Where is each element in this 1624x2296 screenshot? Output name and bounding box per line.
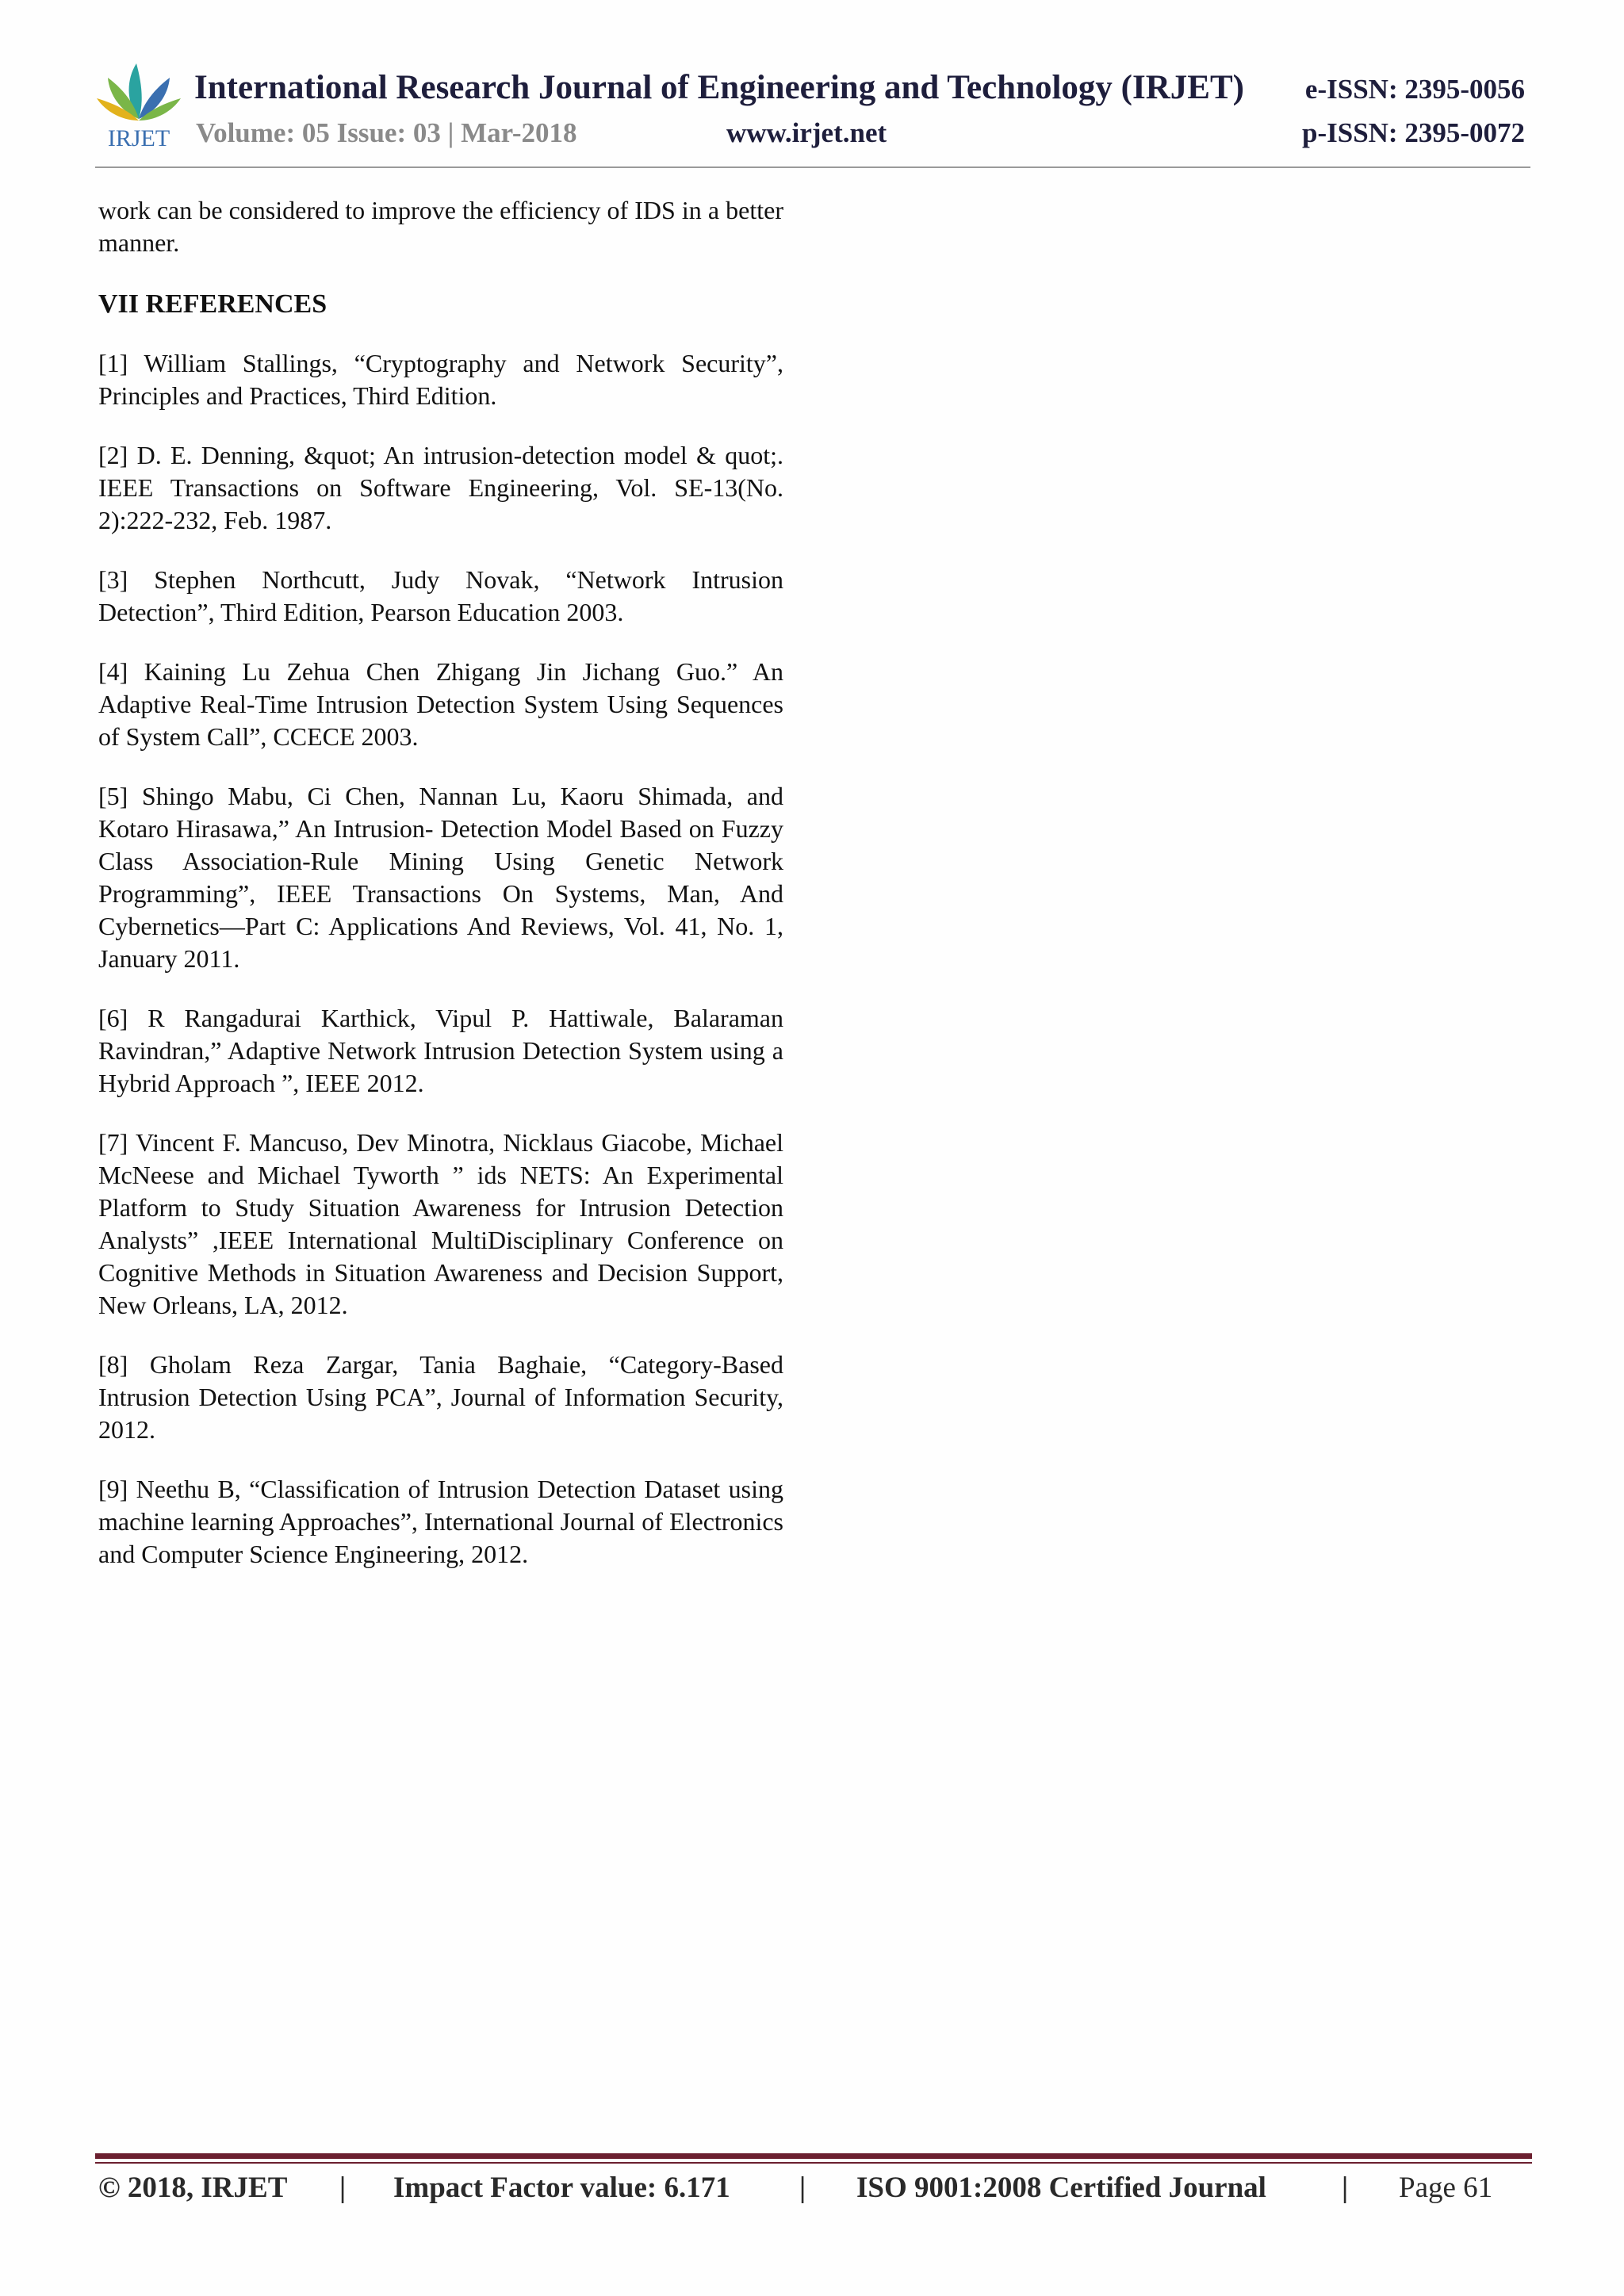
reference-item: [4] Kaining Lu Zehua Chen Zhigang Jin Jichang Guo.” An Adaptive Real-Time Intrusion Detection System Using Sequences of System Call”, CCECE 2003. <box>98 657 783 751</box>
page-number: Page 61 <box>1399 2172 1493 2204</box>
reference-item: [1] William Stallings, “Cryptography and Network Security”, Principles and Practices, Third Edition. <box>98 349 783 410</box>
reference-item: [8] Gholam Reza Zargar, Tania Baghaie, “Category-Based Intrusion Detection Using PCA”, Journal of Information Security, 2012. <box>98 1350 783 1444</box>
main-column <box>98 194 783 1598</box>
journal-title: International Research Journal of Engineering and Technology (IRJET) <box>194 69 1244 106</box>
header-divider <box>95 166 1530 168</box>
e-issn: e-ISSN: 2395-0056 <box>1304 74 1525 105</box>
footer-divider <box>95 2153 1532 2159</box>
footer-separator: | <box>1342 2172 1349 2204</box>
reference-item: [6] R Rangadurai Karthick, Vipul P. Hattiwale, Balaraman Ravindran,” Adaptive Network Intrusion Detection System using a Hybrid Approach ”, IEEE 2012. <box>98 1004 783 1097</box>
page-header <box>0 0 1624 170</box>
footer-copyright: © 2018, IRJET <box>98 2172 288 2204</box>
footer-separator: | <box>799 2172 806 2204</box>
journal-website: www.irjet.net <box>726 117 887 148</box>
section-heading: VII REFERENCES <box>98 289 327 319</box>
page-footer <box>98 2171 1534 2210</box>
footer-separator: | <box>339 2172 347 2204</box>
reference-item: [3] Stephen Northcutt, Judy Novak, “Network Intrusion Detection”, Third Edition, Pearson Education 2003. <box>98 565 783 626</box>
logo-wordmark: IRJET <box>107 125 170 151</box>
reference-item: [9] Neethu B, “Classification of Intrusion Detection Dataset using machine learning Approaches”, International Journal of Electronics and Computer Science Engineering, 2012. <box>98 1475 783 1568</box>
reference-item: [2] D. E. Denning, &quot; An intrusion-detection model & quot;. IEEE Transactions on Software Engineering, Vol. SE-13(No. 2):222-232, Feb. 1987. <box>98 441 783 534</box>
reference-list <box>98 347 783 1571</box>
volume-info: Volume: 05 Issue: 03 | Mar-2018 <box>196 117 577 148</box>
p-issn: p-ISSN: 2395-0072 <box>1301 117 1525 148</box>
reference-item: [5] Shingo Mabu, Ci Chen, Nannan Lu, Kaoru Shimada, and Kotaro Hirasawa,” An Intrusion- Detection Model Based on Fuzzy Class Association-Rule Mining Using Genetic Network Programming”, IEEE Transactions On Systems, Man, And Cybernetics—Part C: Applications And Reviews, Vol. 41, No. 1, January 2011. <box>98 782 783 973</box>
footer-impact-factor: Impact Factor value: 6.171 <box>393 2172 730 2204</box>
footer-divider-thin <box>95 2162 1532 2164</box>
irjet-logo <box>95 57 182 152</box>
intro-paragraph: work can be considered to improve the efficiency of IDS in a better manner. <box>98 196 783 257</box>
footer-iso: ISO 9001:2008 Certified Journal <box>856 2172 1266 2204</box>
reference-item: [7] Vincent F. Mancuso, Dev Minotra, Nicklaus Giacobe, Michael McNeese and Michael Tyworth ” ids NETS: An Experimental Platform to Study Situation Awareness for Intrusion Detection Analysts” ,IEEE International MultiDisciplinary Conference on Cognitive Methods in Situation Awareness and Decision Support, New Orleans, LA, 2012. <box>98 1128 783 1319</box>
